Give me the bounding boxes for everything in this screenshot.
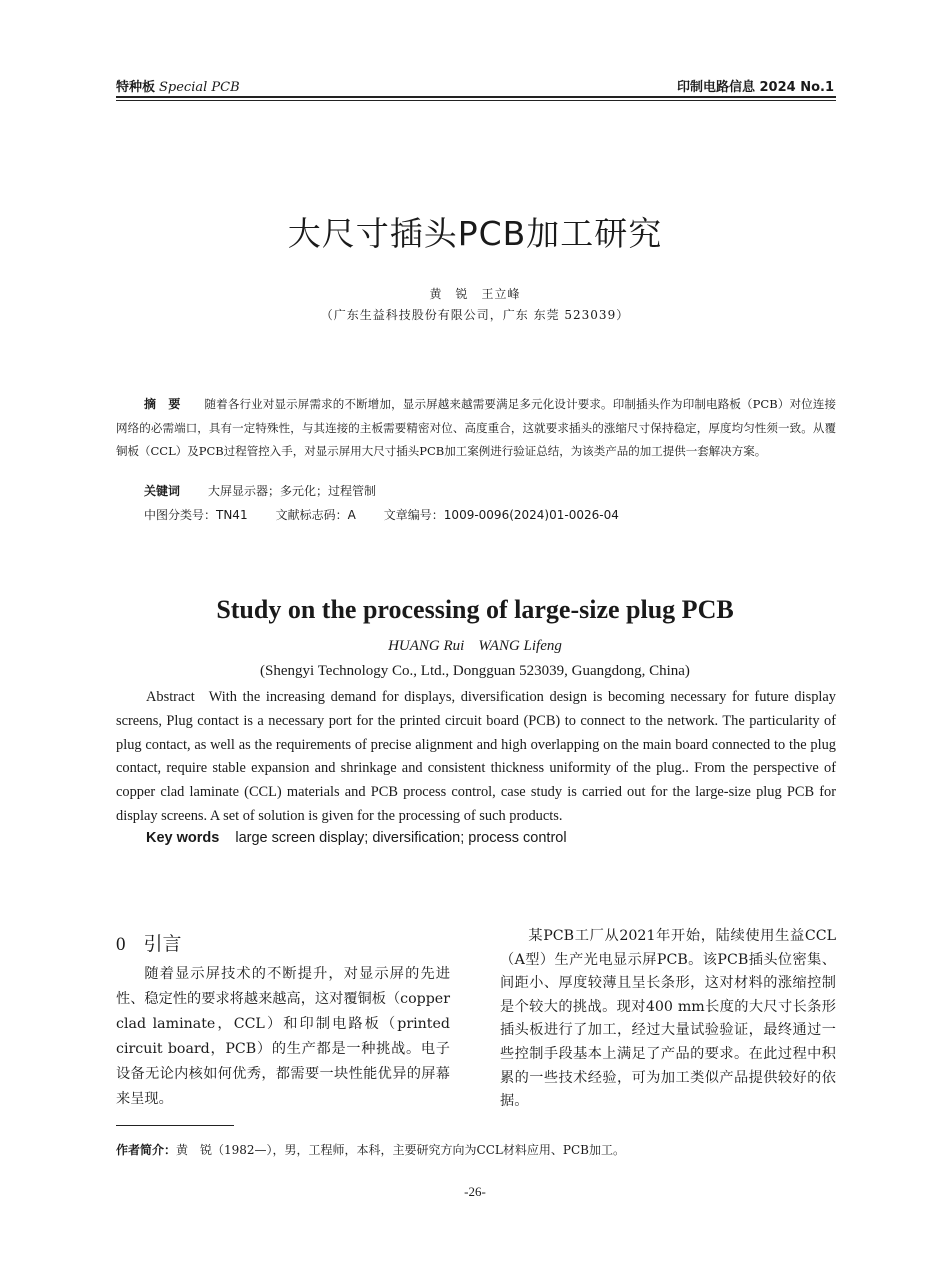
- article-number: 文章编号：1009-0096(2024)01-0026-04: [383, 508, 619, 522]
- author-en-1: HUANG Rui: [388, 638, 465, 654]
- paper-title-cn: 大尺寸插头PCB加工研究: [287, 214, 663, 253]
- intro-paragraph-right: 某PCB工厂从2021年开始，陆续使用生益CCL（A型）生产光电显示屏PCB。该PCB插头位密集、间距小、厚度较薄且呈长条形，这对材料的涨缩控制是个较大的挑战。现对400 mm长度的大尺寸长条形插头板进行了加工，经过大量试验验证，最终通过一些控制手段基本上满足了产品的要求。在此过程中积累的一些技术经验，可为加工类似产品提供较好的依据。: [500, 928, 836, 1110]
- footnote-text: 黄 锐（1982—），男，工程师，本科，主要研究方向为CCL材料应用、PCB加工。: [176, 1143, 625, 1157]
- abstract-label-en: Abstract: [146, 689, 195, 705]
- keywords-label-cn: 关键词: [144, 484, 181, 498]
- authors-en: [0, 638, 950, 655]
- footnote-rule: [116, 1125, 234, 1126]
- keywords-label-en: Key words: [146, 830, 220, 846]
- running-header-section: [116, 76, 240, 95]
- page-number: -26-: [464, 1184, 486, 1199]
- affiliation-en: (Shengyi Technology Co., Ltd., Dongguan 523039, Guangdong, China): [260, 663, 690, 679]
- author-bio-footnote: [116, 1141, 625, 1158]
- footnote-label: 作者简介：: [116, 1143, 177, 1157]
- authors-cn: 黄 锐 王立峰: [429, 287, 521, 301]
- abstract-text-cn: 随着各行业对显示屏需求的不断增加，显示屏越来越需要满足多元化设计要求。印制插头作为印制电路板（PCB）对位连接网络的必需端口，具有一定特殊性，与其连接的主板需要精密对位、高度重合，这就要求插头的涨缩尺寸保持稳定，厚度均匀性须一致。从覆铜板（CCL）及PCB过程管控入手，对显示屏用大尺寸插头PCB加工案例进行验证总结，为该类产品的加工提供一套解决方案。: [116, 397, 836, 458]
- section-label-en: Special PCB: [159, 80, 240, 95]
- author-en-2: WANG Lifeng: [478, 638, 562, 654]
- section-number: 0: [116, 934, 126, 955]
- abstract-en: [116, 686, 836, 829]
- keywords-cn: [144, 482, 376, 499]
- abstract-label-cn: 摘 要: [144, 397, 181, 411]
- section-heading: [116, 929, 182, 956]
- classification-line: [144, 506, 647, 523]
- journal-name: 印制电路信息 2024 No.1: [676, 80, 834, 95]
- abstract-cn: [116, 393, 836, 464]
- intro-paragraph-left: 随着显示屏技术的不断提升，对显示屏的先进性、稳定性的要求将越来越高，这对覆铜板（copper clad laminate，CCL）和印制电路板（printed circuit board，PCB）的生产都是一种挑战。电子设备无论内核如何优秀，都需要一块性能优异的屏幕来呈现。: [116, 966, 450, 1107]
- affiliation-cn: （广东生益科技股份有限公司，广东 东莞 523039）: [320, 308, 630, 322]
- abstract-text-en: With the increasing demand for displays, diversification design is becoming necessary for future display screens, Plug contact is a necessary port for the printed circuit board (PCB) to connect to the network. The particularity of plug contact, as well as the requirements of precise alignment and high overlapping on the main board connected to the plug contact, require stable expansion and shrinkage and consistent thickness uniformity of the plug.. From the perspective of copper clad laminate (CCL) materials and PCB process control, case study is carried out for the large-size plug PCB for display screens. A set of solution is given for the processing of such products.: [116, 689, 836, 824]
- section-label-cn: 特种板: [116, 80, 156, 95]
- keywords-text-cn: 大屏显示器；多元化；过程管制: [208, 484, 377, 498]
- section-title: 引言: [143, 933, 182, 955]
- clc-number: 中图分类号：TN41: [144, 508, 248, 522]
- paper-title-en: Study on the processing of large-size plug PCB: [216, 595, 734, 624]
- document-code: 文献标志码：A: [275, 508, 356, 522]
- header-rule-thick: [116, 96, 836, 98]
- keywords-text-en: large screen display; diversification; process control: [235, 830, 567, 846]
- keywords-en: [146, 830, 567, 846]
- header-rule-thin: [116, 100, 836, 101]
